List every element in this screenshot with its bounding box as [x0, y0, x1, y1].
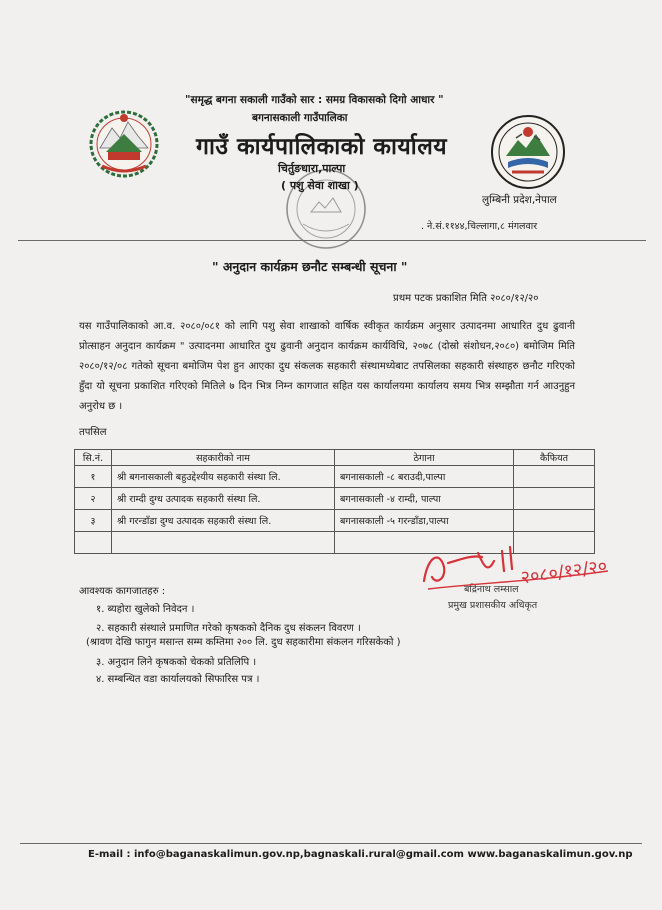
document-item-note: (श्रावण देखि फागुन मसान्त सम्म कम्तिमा २०० लि. दुध सहकारीमा संकलन गरिसकेको ) — [86, 637, 401, 648]
document-item: १. ब्यहोरा खुलेको निवेदन । — [96, 604, 195, 615]
signatory-title: प्रमुख प्रशासकीय अधिकृत — [448, 600, 538, 611]
cell-name: श्री राम्दी दुग्ध उत्पादक सहकारी संस्था लि. — [112, 488, 335, 510]
document-item: ४. सम्बन्धित वडा कार्यालयको सिफारिस पत्र । — [96, 674, 260, 685]
handwritten-signature — [418, 533, 628, 599]
cell-address: बगनासकाली -५ गरन्डाँडा,पाल्पा — [335, 510, 514, 532]
municipality-logo-icon — [488, 112, 568, 192]
cell-serial: १ — [75, 466, 112, 488]
province: लुम्बिनी प्रदेश,नेपाल — [482, 194, 557, 206]
table-row — [75, 488, 595, 510]
notice-title: " अनुदान कार्यक्रम छनौट सम्बन्धी सूचना " — [212, 259, 408, 274]
schedule-label: तपसिल — [79, 427, 107, 438]
col-address: ठेगाना — [335, 450, 514, 466]
col-serial: सि.नं. — [75, 450, 112, 466]
header-divider — [18, 240, 646, 241]
cell-serial: २ — [75, 488, 112, 510]
document-item: २. सहकारी संस्थाले प्रमाणित गरेको कृषकको दैनिक दुध संकलन विवरण । — [96, 623, 361, 634]
documents-heading: आवश्यक कागजातहरु : — [79, 586, 166, 597]
footer-divider — [20, 843, 642, 844]
footer-contact: E-mail : info@baganaskalimun.gov.np,bagnaskali.rural@gmail.com www.baganaskalimun.gov.np — [88, 849, 633, 860]
cell-address: बगनासकाली -८ बराउदी,पाल्पा — [335, 466, 514, 488]
cell-remarks — [514, 510, 595, 532]
slogan: "समृद्ध बगना सकाली गाउँको सार : समग्र विकासको दिगो आधार " — [185, 94, 444, 106]
table-header-row — [75, 450, 595, 466]
municipality-name: बगनासकाली गाउँपालिका — [252, 112, 348, 124]
reference-line: . ने.सं.११४४,चिल्लागा,८ मंगलवार — [421, 221, 538, 232]
office-address: चिर्तुङधारा,पाल्पा — [278, 162, 346, 175]
col-remarks: कैफियत — [514, 450, 595, 466]
nepal-emblem-icon — [86, 104, 162, 180]
table-row — [75, 510, 595, 532]
section-name: ( पशु सेवा शाखा ) — [281, 179, 359, 192]
publication-date: प्रथम पटक प्रकाशित मिति २०८०/१२/२० — [393, 293, 539, 304]
col-name: सहकारीको नाम — [112, 450, 335, 466]
document-item: ३. अनुदान लिने कृषकको चेकको प्रतिलिपि । — [96, 657, 257, 668]
cell-name: श्री बगनासकाली बहुउद्देश्यीय सहकारी संस्था लि. — [112, 466, 335, 488]
table-row — [75, 466, 595, 488]
cell-name: श्री गरन्डाँडा दुग्ध उत्पादक सहकारी संस्था लि. — [112, 510, 335, 532]
office-title: गाउँ कार्यपालिकाको कार्यालय — [196, 134, 448, 160]
cell-serial: ३ — [75, 510, 112, 532]
cell-address: बगनासकाली -४ राम्दी, पाल्पा — [335, 488, 514, 510]
cell-remarks — [514, 466, 595, 488]
notice-body: यस गाउँपालिकाको आ.व. २०८०/०८१ को लागि पशु सेवा शाखाको वार्षिक स्वीकृत कार्यक्रम अनुसार उत्पादनमा आधारित दुध ढुवानी प्रोत्साहन अनुदान कार्यक्रम " उत्पादनमा आधारित दुध ढुवानी अनुदान कार्यक्रम कार्यविधि, २०७८ (दोस्रो संशोधन,२०८०) बमोजिम मिति २०८०/१२/०८ गतेको सूचना बमोजिम पेश हुन आएका दुध संकलक सहकारी संस्थामध्येबाट तपसिलका सहकारी संस्थाहरु छनौट गरिएको हुँदा यो सूचना प्रकाशित गरिएको मितिले ७ दिन भित्र निम्न कागजात सहित यस कार्यालयमा कार्यालय समय भित्र सम्झौता गर्न आउनुहुन अनुरोध छ । — [79, 321, 575, 412]
signature-date: २०८०/१२/२० — [519, 555, 609, 589]
signatory-name: बद्रिनाथ लम्साल — [464, 584, 519, 595]
cell-remarks — [514, 488, 595, 510]
